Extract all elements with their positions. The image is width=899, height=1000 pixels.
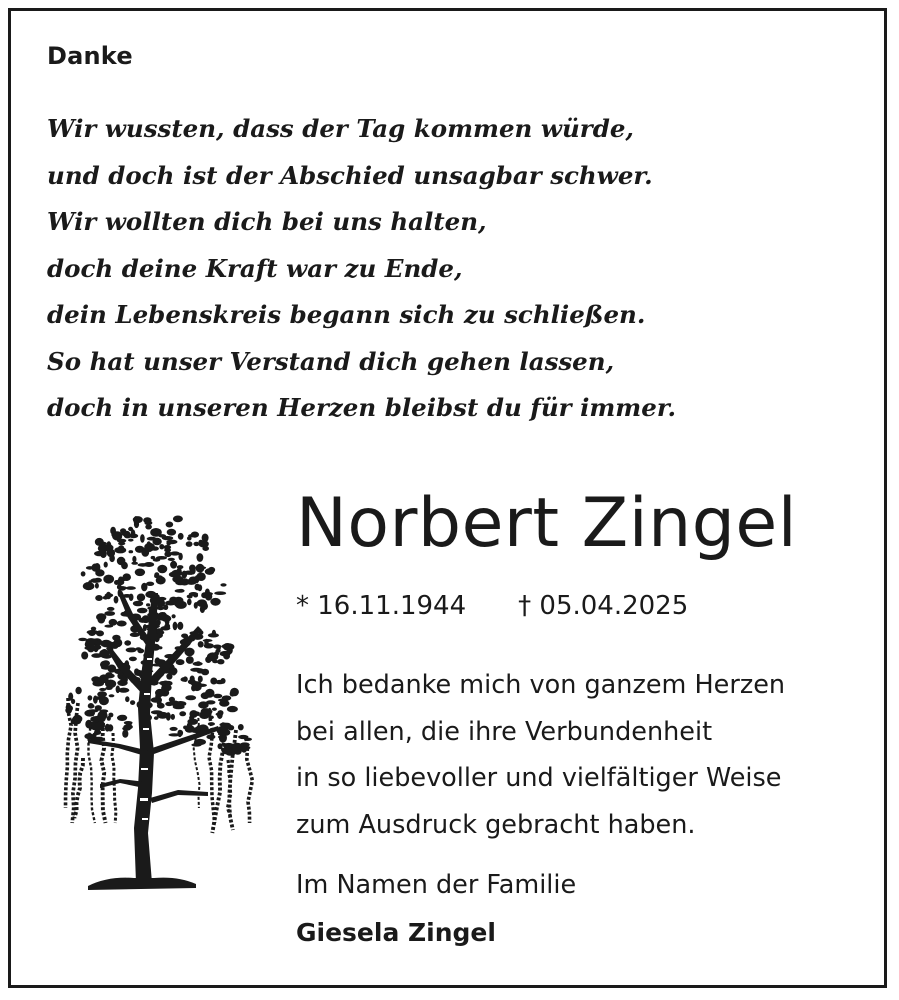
leaf-mark <box>88 703 94 709</box>
poem-line: und doch ist der Abschied unsagbar schwer. <box>47 160 653 190</box>
leaf-mark <box>118 688 129 693</box>
leaf-mark <box>143 517 151 523</box>
leaf-mark <box>140 534 145 543</box>
leaf-mark <box>114 580 119 585</box>
leaf-mark <box>141 583 147 592</box>
deceased-name: Norbert Zingel <box>296 484 798 563</box>
leaf-mark <box>146 603 150 606</box>
poem-line: doch in unseren Herzen bleibst du für immer. <box>47 393 677 422</box>
leaf-mark <box>121 562 128 569</box>
leaf-mark <box>129 550 134 553</box>
leaf-mark <box>194 575 199 583</box>
leaf-mark <box>166 522 174 528</box>
leaf-mark <box>125 696 129 702</box>
poem-line: Wir wussten, dass der Tag kommen würde, <box>47 114 634 143</box>
leaf-mark <box>128 648 137 652</box>
leaf-mark <box>124 640 131 645</box>
hanging-branch <box>66 698 72 808</box>
thanks-line: in so liebevoller und vielfältiger Weise <box>296 763 782 793</box>
leaf-mark <box>117 539 126 543</box>
birth-date: * 16.11.1944 <box>296 591 467 621</box>
leaf-mark <box>202 546 209 551</box>
death-date: † 05.04.2025 <box>518 591 689 621</box>
leaf-mark <box>196 684 207 687</box>
signoff: Im Namen der Familie <box>296 870 577 900</box>
leaf-mark <box>94 730 101 735</box>
leaf-mark <box>168 733 180 736</box>
leaf-mark <box>114 547 126 553</box>
leaf-mark <box>151 697 161 702</box>
leaf-mark <box>217 659 224 664</box>
leaf-mark <box>145 524 152 529</box>
thanks-line: Ich bedanke mich von ganzem Herzen <box>296 670 786 700</box>
leaf-mark <box>137 608 148 614</box>
leaf-mark <box>216 713 222 716</box>
leaf-mark <box>134 516 139 525</box>
leaf-mark <box>171 714 175 720</box>
leaf-mark <box>185 695 196 700</box>
leaf-mark <box>95 595 103 601</box>
leaf-mark <box>106 592 111 600</box>
leaf-mark <box>123 724 133 729</box>
leaf-mark <box>112 635 120 641</box>
leaf-mark <box>218 699 229 702</box>
leaf-mark <box>130 700 135 705</box>
leaf-mark <box>88 630 96 636</box>
leaf-mark <box>157 565 167 574</box>
leaf-mark <box>105 724 110 732</box>
leaf-mark <box>103 575 114 584</box>
leaf-mark <box>96 630 104 636</box>
leaf-mark <box>171 701 179 707</box>
leaf-mark <box>108 713 113 718</box>
leaf-mark <box>109 694 115 697</box>
leaf-mark <box>166 712 171 720</box>
leaf-mark <box>185 725 195 733</box>
leaf-mark <box>129 657 137 662</box>
leaf-mark <box>122 573 131 581</box>
leaf-mark <box>226 744 231 753</box>
hanging-branch <box>74 758 83 818</box>
leaf-mark <box>166 542 171 546</box>
leaf-mark <box>193 542 199 546</box>
leaf-mark <box>81 652 88 660</box>
leaf-mark <box>124 721 133 725</box>
leaf-mark <box>141 548 149 557</box>
leaf-mark <box>78 638 87 641</box>
leaf-mark <box>208 567 215 573</box>
poem-line: Wir wollten dich bei uns halten, <box>47 207 487 236</box>
leaf-mark <box>75 687 81 695</box>
leaf-mark <box>186 541 193 547</box>
hanging-branch <box>209 718 215 823</box>
leaf-mark <box>227 706 238 712</box>
leaf-mark <box>170 561 177 569</box>
leaf-mark <box>101 666 111 670</box>
leaf-mark <box>187 599 192 606</box>
leaf-mark <box>173 622 178 631</box>
leaf-mark <box>195 584 201 591</box>
leaf-mark <box>114 596 119 604</box>
leaf-mark <box>238 724 244 730</box>
leaf-mark <box>193 662 203 666</box>
leaf-mark <box>205 689 214 698</box>
leaf-mark <box>109 555 115 562</box>
leaf-mark <box>153 558 161 562</box>
leaf-mark <box>175 601 187 609</box>
leaf-mark <box>111 642 119 649</box>
leaf-mark <box>189 565 196 572</box>
thanks-text <box>296 662 785 848</box>
leaf-mark <box>172 614 176 618</box>
leaf-mark <box>161 685 169 691</box>
leaf-mark <box>223 643 234 650</box>
leaf-mark <box>186 656 194 664</box>
leaf-mark <box>126 586 136 590</box>
leaf-mark <box>88 580 92 588</box>
leaf-mark <box>175 589 184 593</box>
leaf-mark <box>162 612 166 620</box>
leaf-mark <box>97 714 106 722</box>
leaf-mark <box>104 611 115 616</box>
tree-canopy <box>65 516 252 756</box>
leaf-mark <box>137 594 145 602</box>
leaf-mark <box>220 583 226 586</box>
leaf-mark <box>107 607 115 611</box>
leaf-mark <box>204 639 208 647</box>
leaf-mark <box>81 571 86 576</box>
leaf-mark <box>212 630 216 637</box>
leaf-mark <box>117 586 127 589</box>
leaf-mark <box>155 657 160 664</box>
leaf-mark <box>201 669 209 676</box>
poem-line: So hat unser Verstand dich gehen lassen, <box>47 346 615 376</box>
leaf-mark <box>197 599 207 607</box>
leaf-mark <box>181 677 188 681</box>
leaf-mark <box>159 534 167 538</box>
leaf-mark <box>105 680 116 689</box>
hanging-branch <box>212 723 224 833</box>
thanks-line: zum Ausdruck gebracht haben. <box>296 809 696 840</box>
leaf-mark <box>90 578 100 583</box>
leaf-mark <box>167 529 176 536</box>
leaf-mark <box>103 544 114 551</box>
tree-ground <box>88 878 196 890</box>
leaf-mark <box>156 630 161 633</box>
poem-line: dein Lebenskreis begann sich zu schließen. <box>47 300 646 329</box>
leaf-mark <box>159 544 164 549</box>
leaf-mark <box>95 538 104 546</box>
leaf-mark <box>131 562 138 565</box>
leaf-mark <box>158 646 163 649</box>
leaf-mark <box>101 642 106 646</box>
leaf-mark <box>170 551 180 555</box>
leaf-mark <box>230 691 236 697</box>
leaf-mark <box>99 696 109 705</box>
leaf-mark <box>122 730 128 738</box>
leaf-mark <box>179 711 186 716</box>
leaf-mark <box>152 538 161 545</box>
leaf-mark <box>87 645 95 653</box>
leaf-mark <box>95 705 102 711</box>
leaf-mark <box>128 539 133 542</box>
leaf-mark <box>104 562 108 568</box>
leaf-mark <box>151 710 163 714</box>
leaf-mark <box>156 575 163 580</box>
life-dates <box>296 591 688 621</box>
leaf-mark <box>210 598 220 606</box>
leaf-mark <box>171 570 182 577</box>
leaf-mark <box>117 715 127 721</box>
leaf-mark <box>214 591 226 595</box>
leaf-mark <box>213 694 222 699</box>
leaf-mark <box>215 680 224 684</box>
leaf-mark <box>175 580 185 585</box>
leaf-mark <box>201 708 212 714</box>
leaf-mark <box>170 727 178 731</box>
leaf-mark <box>147 541 151 546</box>
leaf-mark <box>198 641 204 647</box>
leaf-mark <box>163 606 168 610</box>
leaf-mark <box>93 696 98 704</box>
leaf-mark <box>198 701 209 708</box>
leaf-mark <box>117 621 127 627</box>
leaf-mark <box>176 659 185 665</box>
signer-name: Giesela Zingel <box>296 918 496 947</box>
leaf-mark <box>212 708 217 711</box>
leaf-mark <box>164 548 171 552</box>
birch-tree-icon <box>48 498 258 893</box>
leaf-mark <box>213 645 222 649</box>
leaf-mark <box>144 562 154 567</box>
leaf-mark <box>207 652 218 661</box>
leaf-mark <box>173 516 183 523</box>
leaf-mark <box>95 583 99 589</box>
leaf-mark <box>177 622 183 630</box>
leaf-mark <box>168 558 175 561</box>
thanks-line: bei allen, die ihre Verbundenheit <box>296 716 713 747</box>
leaf-mark <box>133 601 143 607</box>
leaf-mark <box>135 569 145 577</box>
leaf-mark <box>216 649 221 653</box>
leaf-mark <box>188 534 196 537</box>
leaf-mark <box>109 619 118 626</box>
notice-heading: Danke <box>47 42 133 70</box>
leaf-mark <box>99 688 106 691</box>
poem <box>47 106 676 432</box>
poem-line: doch deine Kraft war zu Ende, <box>47 253 463 283</box>
hanging-branch <box>246 738 252 823</box>
leaf-mark <box>197 553 204 562</box>
leaf-mark <box>88 695 93 700</box>
leaf-mark <box>190 668 202 672</box>
leaf-mark <box>196 564 205 573</box>
leaf-mark <box>97 691 107 697</box>
leaf-mark <box>193 594 198 598</box>
leaf-mark <box>132 556 136 563</box>
leaf-mark <box>91 564 99 572</box>
leaf-mark <box>97 615 105 624</box>
leaf-mark <box>205 592 212 600</box>
leaf-mark <box>178 533 184 540</box>
